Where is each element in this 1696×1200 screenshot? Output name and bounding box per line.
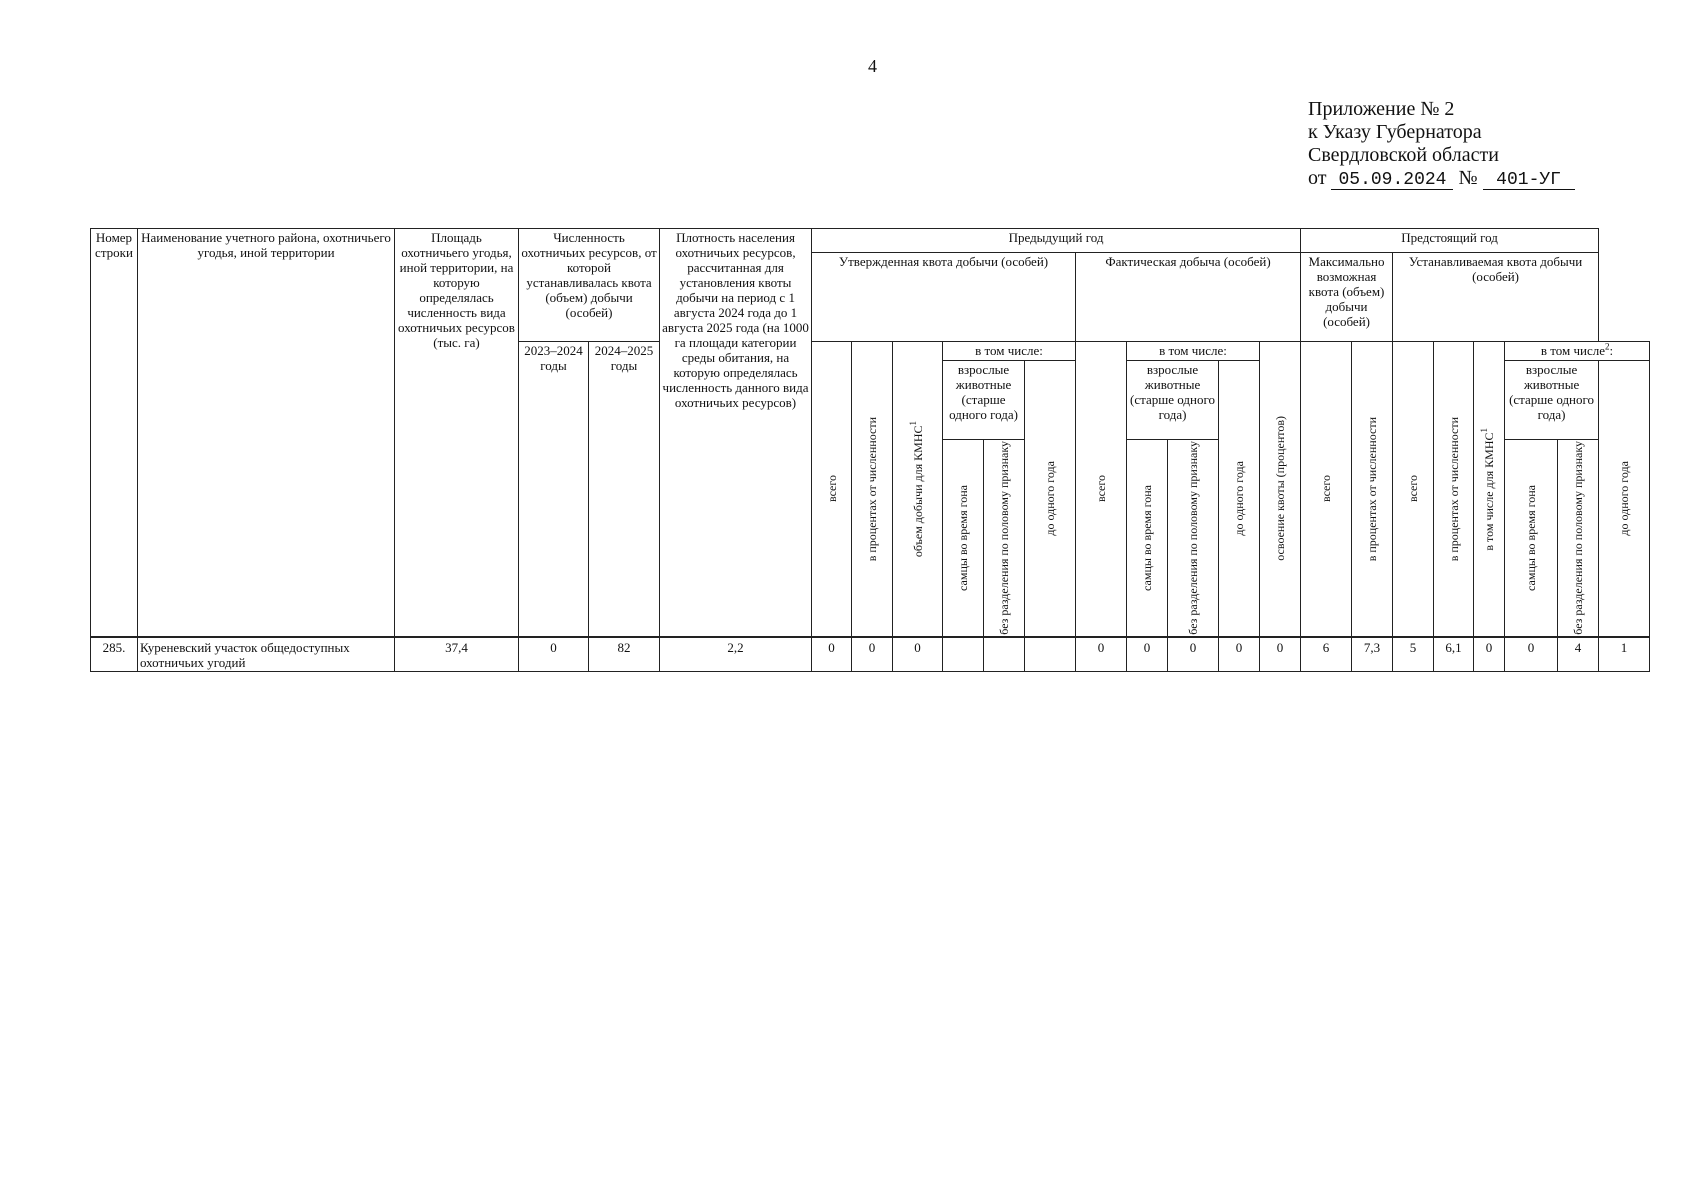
prev-percent-label: в процентах от численности [865,416,880,562]
header-next-including: в том числе$^2$: [1505,342,1650,361]
decree-number: 401-УГ [1483,171,1575,190]
cell-density: 2,2 [660,637,812,672]
appendix-date-line [1308,167,1575,190]
appendix-line-1: Приложение № 2 [1308,98,1455,120]
prev-kmns-label: объем добычи для КМНС$^1$ [907,420,925,557]
header-next-percent [1434,342,1474,637]
actual-nosex-label: без разделения по половому признаку [1186,441,1201,635]
header-approved-quota: Утвержденная квота добычи (особей) [812,252,1076,341]
header-prev-adults: взрослые животные (старше одного года) [943,361,1025,440]
header-actual-adults: взрослые животные (старше одного года) [1127,361,1219,440]
cell-next-total: 5 [1393,637,1434,672]
header-quota-use [1260,342,1301,637]
next-percent-label: в процентах от численности [1446,416,1461,562]
cell-prev-kmns: 0 [893,637,943,672]
header-row-number: Номер строки [91,229,138,637]
next-kmns-label: в том числе для КМНС$^1$ [1479,427,1497,551]
cell-prev-percent: 0 [852,637,893,672]
cell-prev-under-one [1025,637,1076,672]
header-next-adults: взрослые животные (старше одного года) [1505,361,1599,440]
prev-under-one-label: до одного года [1043,461,1058,536]
actual-total-label: всего [1094,475,1109,503]
page-number: 4 [868,56,877,76]
cell-name: Куреневский участок общедоступных охотничьих угодий [138,637,395,672]
header-prev-including: в том числе: [943,342,1076,361]
header-area: Площадь охотничьего угодья, иной территории, на которую определялась численность вида охотничьих ресурсов (тыс. га) [395,229,519,637]
header-next-total [1393,342,1434,637]
header-established-quota: Устанавливаемая квота добычи (особей) [1393,252,1599,341]
actual-males-label: самцы во время гона [1140,484,1155,591]
cell-num: 285. [91,637,138,672]
header-next-kmns [1474,342,1505,637]
header-next-males [1505,440,1558,637]
header-pop-2024: 2024–2025 годы [589,342,660,637]
header-previous-year: Предыдущий год [812,229,1301,253]
cell-max-percent: 7,3 [1352,637,1393,672]
next-males-label: самцы во время гона [1524,484,1539,591]
cell-pop-2024: 82 [589,637,660,672]
number-prefix: № [1458,167,1478,189]
header-next-under-one [1599,361,1650,637]
date-prefix: от [1308,167,1327,189]
header-actual-total [1076,342,1127,637]
cell-next-under-one: 1 [1599,637,1650,672]
header-max-percent [1352,342,1393,637]
max-percent-label: в процентах от численности [1365,416,1380,562]
cell-actual-under-one: 0 [1219,637,1260,672]
header-prev-under-one [1025,361,1076,637]
header-pop-2023: 2023–2024 годы [519,342,589,637]
header-actual-under-one [1219,361,1260,637]
table-row [91,637,1650,672]
cell-prev-males [943,637,984,672]
header-actual-nosex [1168,440,1219,637]
cell-actual-males: 0 [1127,637,1168,672]
next-total-label: всего [1406,475,1421,503]
cell-area: 37,4 [395,637,519,672]
header-actual-harvest: Фактическая добыча (особей) [1076,252,1301,341]
header-next-year: Предстоящий год [1301,229,1599,253]
cell-quota-use: 0 [1260,637,1301,672]
appendix-line-3: Свердловской области [1308,144,1499,166]
header-prev-males [943,440,984,637]
prev-nosex-label: без разделения по половому признаку [997,441,1012,635]
header-actual-males [1127,440,1168,637]
cell-next-males: 0 [1505,637,1558,672]
prev-total-label: всего [824,475,839,503]
cell-next-kmns: 0 [1474,637,1505,672]
cell-next-nosex: 4 [1558,637,1599,672]
header-prev-nosex [984,440,1025,637]
quota-table [90,228,1650,672]
header-actual-including: в том числе: [1127,342,1260,361]
appendix-header [1308,98,1575,190]
cell-next-percent: 6,1 [1434,637,1474,672]
cell-actual-nosex: 0 [1168,637,1219,672]
actual-under-one-label: до одного года [1232,461,1247,536]
cell-pop-2023: 0 [519,637,589,672]
quota-use-label: освоение квоты (процентов) [1273,416,1288,562]
header-population: Численность охотничьих ресурсов, от которой устанавливалась квота (объем) добычи (особей) [519,229,660,342]
decree-date: 05.09.2024 [1331,171,1453,190]
next-under-one-label: до одного года [1617,461,1632,536]
appendix-line-2: к Указу Губернатора [1308,121,1482,143]
header-name: Наименование учетного района, охотничьего угодья, иной территории [138,229,395,637]
prev-males-label: самцы во время гона [956,484,971,591]
header-density: Плотность населения охотничьих ресурсов, рассчитанная для установления квоты добычи на период с 1 августа 2024 года до 1 августа 2025 года (на 1000 га площади категории среды обитания, на которую определялась численность данного вида охотничьих ресурсов) [660,229,812,637]
header-prev-percent [852,342,893,637]
header-max-possible: Максимально возможная квота (объем) добычи (особей) [1301,252,1393,341]
header-prev-kmns [893,342,943,637]
max-total-label: всего [1319,475,1334,503]
cell-prev-nosex [984,637,1025,672]
header-max-total [1301,342,1352,637]
header-next-nosex [1558,440,1599,637]
next-nosex-label: без разделения по половому признаку [1571,441,1586,635]
header-prev-total [812,342,852,637]
cell-max-total: 6 [1301,637,1352,672]
cell-actual-total: 0 [1076,637,1127,672]
cell-prev-total: 0 [812,637,852,672]
